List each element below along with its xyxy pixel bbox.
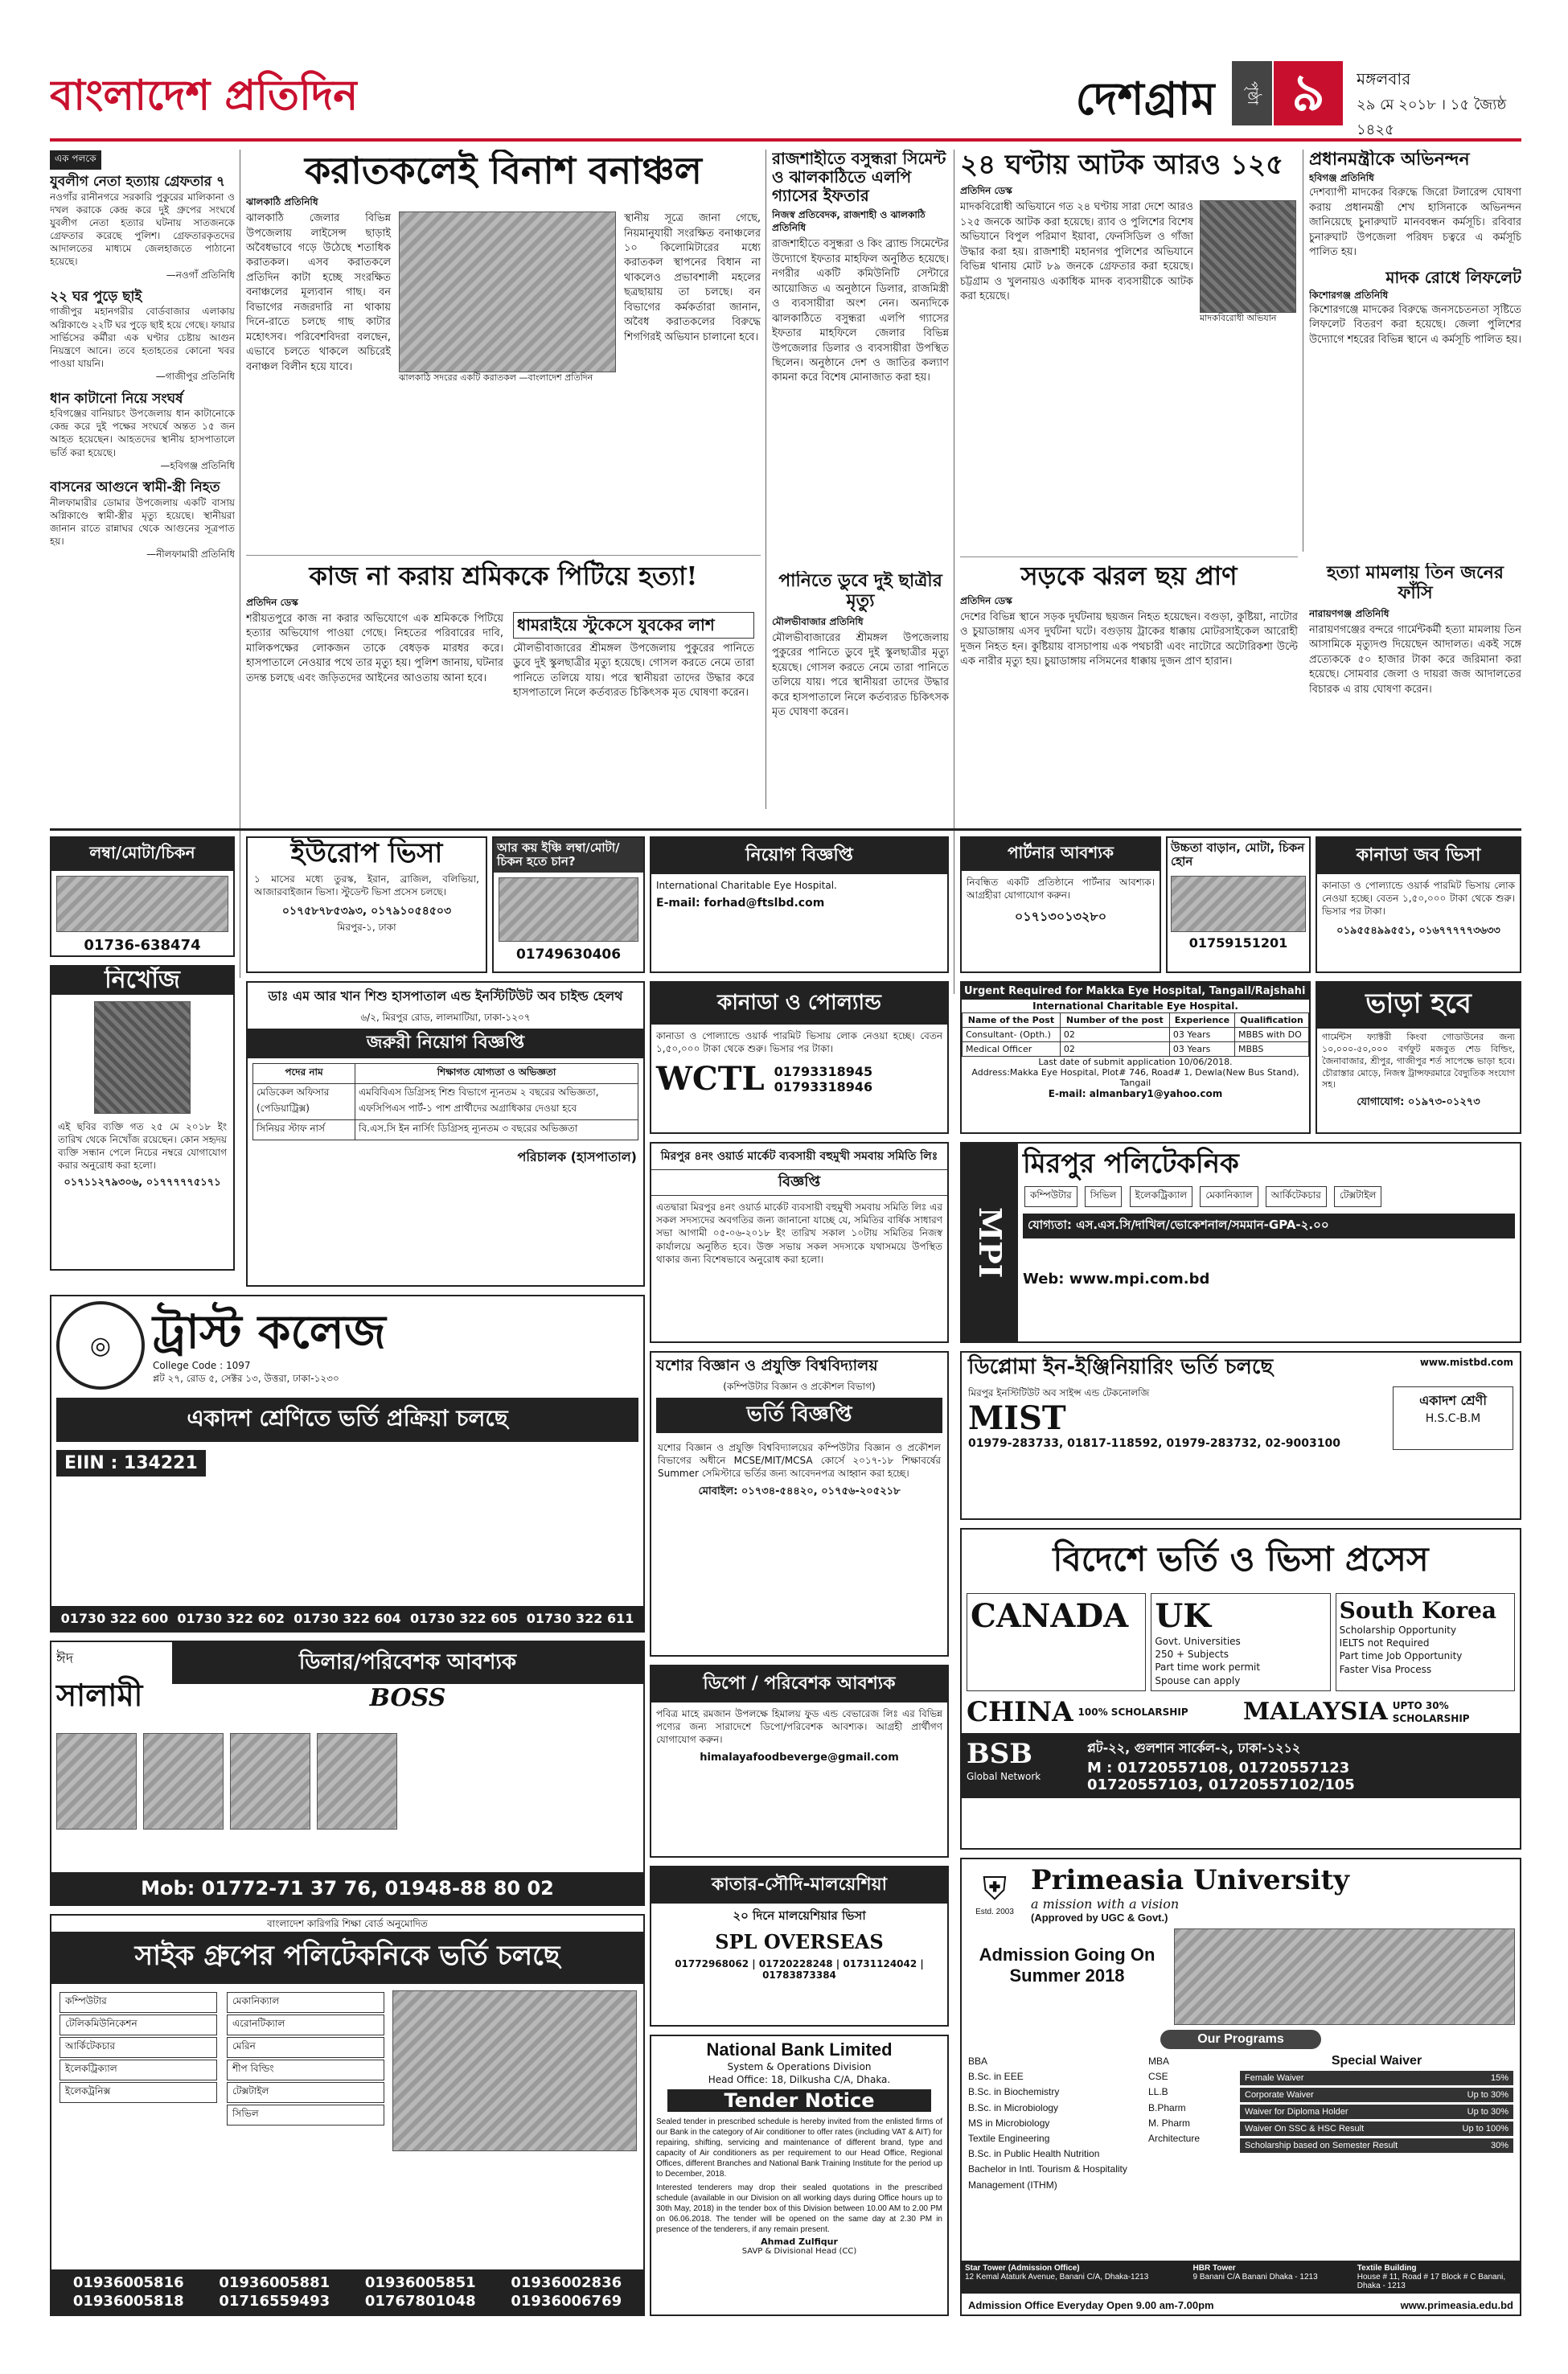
- brief-item: ২২ ঘর পুড়ে ছাই গাজীপুর মহানগরীর বোর্ডবাজার এলাকায় অগ্নিকাণ্ডে ২২টি ঘর পুড়ে ছাই হয়ে গেছে। ফায়ার সার্ভিসের কর্মীরা এক ঘণ্টার চেষ্টায় আগুন নিয়ন্ত্রণে আনে। তবে হতাহতের কোনো খবর পাওয়া যায়নি। —গাজীপুর প্রতিনিধি: [50, 288, 235, 383]
- iftar-byline: নিজস্ব প্রতিবেদক, রাজশাহী ও ঝালকাঠি প্রতিনিধি: [772, 209, 926, 234]
- arrests-headline: ২৪ ঘণ্টায় আটক আরও ১২৫: [960, 150, 1284, 181]
- ad-job-notice: নিয়োগ বিজ্ঞপ্তি International Charitable Eye Hospital. E-mail: forhad@ftslbd.com: [650, 836, 949, 973]
- leaflet-body: কিশোরগঞ্জে মাদকের বিরুদ্ধে জনসচেতনতা সৃষ্টিতে লিফলেট বিতরণ করা হয়েছে। জেলা পুলিশের উদ্যোগে শহরের বিভিন্ন স্থানে এ কর্মসূচি পালিত হয়।: [1309, 303, 1521, 346]
- road-headline: সড়কে ঝরল ছয় প্রাণ: [1020, 561, 1238, 591]
- brief-item: যুবলীগ নেতা হত্যায় গ্রেফতার ৭ নওগাঁর রানীনগরে সরকারি পুকুরের মালিকানা ও দখল করাকে কেন্দ্র করে দুই গ্রুপের সংঘর্ষে যুবলীগ নেতা হত্যার ঘটনায় সাতজনকে গ্রেফতার করেছে পুলিশ। গ্রেফতারকৃতদের আদালতের মাধ্যমে জেলহাজতে পাঠানো হয়েছে। —নওগাঁ প্রতিনিধি: [50, 174, 235, 281]
- ad-primeasia: ⛨ Estd. 2003 Primeasia University a mission with a vision (Approved by UGC & Govt.) Admission Going On Summer 2018 Our Programs BBA B.Sc. in EEE B.Sc. in Biochemistry B.Sc. in Microbiology MS in Microbiology Textile Engineering B.Sc. in Public Health Nutrition Bachelor in Intl. Tourism & Hospitality Management (ITHM) MBA CSE LL.B B.Pharm M. Pharm Architecture Special Waiver Female Waiver 15% Corporate Waiver Up to 30% Waiver for Diploma Holder Up to 30% Waiver On SSC & HSC Result Up to 100% Scholarship based on Semester Result 30% Star Tower (Admission Office) 12 Kemal Ataturk Avenue, Banani C/A, Dhaka-1213 HBR Tower 9 Banani C/A Banani Dhaka - 1213 Textile Building House # 11, Road # 17 Block # C Banani, Dhaka - 1213 Admission Office Everyday Open 9.00 am-7.00pm www.primeasia.edu.bd: [960, 1858, 1521, 2316]
- lead-byline: ঝালকাঠি প্রতিনিধি: [246, 195, 318, 207]
- workers-body: শরীয়তপুরে কাজ না করার অভিযোগে এক শ্রমিককে পিটিয়ে হত্যার অভিযোগ পাওয়া গেছে। নিহতের পরিবারের দাবি, মালিকপক্ষের লোকজন তাকে বেধড়ক মারধর করে। হাসপাতালে নেওয়ার পথে তার মৃত্যু হয়। পুলিশ জানায়, ঘটনার তদন্ত চলছে এবং জড়িতদের আইনের আওতায় আনা হবে।: [246, 612, 503, 684]
- ad-tall: আর কয় ইঞ্চি লম্বা/মোটা/চিকন হতে চান? 01749630406: [492, 836, 645, 973]
- primeasia-web[interactable]: www.primeasia.edu.bd: [1400, 2299, 1513, 2311]
- section-title: দেশগ্রাম: [1075, 73, 1216, 121]
- hanging-headline: হত্যা মামলায় তিন জনের ফাঁসি: [1326, 563, 1504, 604]
- workers-byline: প্রতিদিন ডেস্ক: [246, 596, 298, 608]
- drown-headline: পানিতে ডুবে দুই ছাত্রীর মৃত্যু: [778, 571, 942, 612]
- page-number: ৯: [1274, 61, 1343, 125]
- briefs-kicker: এক পলকে: [50, 150, 101, 170]
- workers-story: [246, 555, 761, 812]
- nutrition-phone: 01736-638474: [84, 937, 201, 954]
- table-row: Consultant- (Opth.) 02 03 Years MBBS with DO: [963, 1028, 1309, 1042]
- road-story: সড়কে ঝরল ছয় প্রাণ প্রতিদিন ডেস্ক দেশের বিভিন্ন স্থানে সড়ক দুর্ঘটনায় ছয়জন নিহত হয়েছেন। বগুড়া, কুষ্টিয়া, নাটোর ও চুয়াডাঙ্গায় এসব দুর্ঘটনা ঘটে। বগুড়ায় ট্রাকের ধাক্কায় মোটরসাইকেল আরোহী দুজন নিহত হন। কুষ্টিয়ায় বাসচাপায় এক পথচারী এবং নাটোরে অটোরিকশা উল্টে এক নারীর মৃত্যু হয়। চুয়াডাঙ্গায় নসিমনের ধাক্কায় দুজন প্রাণ হারান।: [960, 557, 1298, 822]
- ad-missing-person: নিখোঁজ এই ছবির ব্যক্তি গত ২৫ মে ২০১৮ ইং তারিখ থেকে নিখোঁজ রয়েছেন। কোন সহৃদয় ব্যক্তি সন্ধান পেলে নিচের নম্বরে যোগাযোগ করার অনুরোধ করা হলো। ০১৭১১২৭৯৩০৬, ০১৭৭৭৭৭৫১৭১: [50, 965, 235, 1271]
- arrests-photo: [1200, 200, 1296, 313]
- masthead-rule: [50, 138, 1521, 142]
- ad-mirpur-polytechnic: MPI মিরপুর পলিটেকনিক কম্পিউটার সিভিল ইলেকট্রিক্যাল মেকানিক্যাল আর্কিটেকচার টেক্সটাইল যোগ্যতা: এস.এস.সি/দাখিল/ভোকেশনাল/সমমান-GPA-২.০০ Web: www.mpi.com.bd: [960, 1142, 1521, 1343]
- briefs-column: [50, 150, 235, 954]
- workers-sub-head: ধামরাইয়ে স্টুকেসে যুবকের লাশ: [513, 612, 754, 639]
- drown-story: [772, 571, 949, 812]
- ad-trust-college: ◎ ট্রাস্ট কলেজ College Code : 1097 প্লট ২৭, রোড ৫, সেক্টর ১৩, উত্তরা, ঢাকা-১২৩০ একাদশ শ্রেণিতে ভর্তি প্রক্রিয়া চলছে EIIN : 134221 01730 322 600 01730 322 602 01730 322 604 01730 322 605 01730 322 611: [50, 1295, 645, 1633]
- iftar-story: [772, 150, 949, 568]
- iftar-body: রাজশাহীতে বসুন্ধরা ও কিং ব্র্যান্ড সিমেন্টের উদ্যোগে ইফতার মাহফিল অনুষ্ঠিত হয়েছে। নগরীর একটি কমিউনিটি সেন্টারে আয়োজিত এ অনুষ্ঠানে ডিলার, রাজমিস্ত্রী ও ব্যবসায়ীরা অংশ নেন। অন্যদিকে ঝালকাঠিতে বসুন্ধরা এলপি গ্যাসের ইফতার মাহফিলে জেলার বিভিন্ন উপজেলার ডিলার ও ব্যবসায়ীরা উপস্থিত ছিলেন। অনুষ্ঠানে দেশ ও জাতির কল্যাণ কামনা করে বিশেষ মোনাজাত করা হয়।: [772, 238, 949, 384]
- ad-canada-poland: কানাডা ও পোল্যান্ড কানাডা ও পোল্যান্ডে ওয়ার্ক পারমিট ভিসায় লোক নেওয়া হচ্ছে। বেতন ১,৫০,০০০ টাকা থেকে শুরু। ভিসার পর টাকা। WCTL 01793318945 01793318946: [650, 981, 949, 1134]
- table-row: সিনিয়র স্টাফ নার্স বি.এস.সি ইন নার্সিং ডিগ্রিসহ ন্যূনতম ৩ বছরের অভিজ্ঞতা: [253, 1120, 638, 1140]
- drown-byline: মৌলভীবাজার প্রতিনিধি: [772, 615, 864, 627]
- page-word: পৃষ্ঠা: [1232, 61, 1272, 125]
- ad-mirpur-coop: মিরপুর ৪নং ওয়ার্ড মার্কেট ব্যবসায়ী বহুমুখী সমবায় সমিতি লিঃ বিজ্ঞপ্তি এতদ্বারা মিরপুর ৪নং ওয়ার্ড মার্কেট ব্যবসায়ী বহুমুখী সমবায় সমিতি লিঃ এর সকল সদস্যদের অবগতির জন্য জানানো যাচ্ছে যে, সমিতির বার্ষিক সাধারণ সভা আগামী ০৫-০৬-২০১৮ ইং তারিখ সকাল ১০টায় সমিতির নিজস্ব কার্যালয়ে অনুষ্ঠিত হবে। উক্ত সভায় সকল সদস্যকে যথাসময়ে উপস্থিত থাকার জন্য বিশেষভাবে অনুরোধ করা হলো।: [650, 1142, 949, 1343]
- lead-body-2: স্থানীয় সূত্রে জানা গেছে, নিয়মানুযায়ী সংরক্ষিত বনাঞ্চলের ১০ কিলোমিটারের মধ্যে করাতকল স্থাপনের বিধান না থাকলেও প্রভাবশালী মহলের ছত্রছায়ায় তা চলছে। বন বিভাগের কর্মকর্তারা জানান, অবৈধ করাতকলের বিরুদ্ধে শিগগিরই অভিযান চালানো হবে।: [624, 212, 761, 343]
- ad-rent: ভাড়া হবে গার্মেন্টস ফ্যাক্টরী কিংবা গোডাউনের জন্য ১০,০০০-৫০,০০০ বর্গফুট মজবুত শেড বিল্ডিং, জৈনাবাজার, শ্রীপুর, গাজীপুর শর্ত সাপেক্ষে ভাড়া হবে। চৌরাস্তার মোড়ে, নিজস্ব ট্রান্সফরমারে বৈদ্যুতিক সংযোগ সহ। যোগাযোগ: ০১৯৭৩-০১২৭৩: [1316, 981, 1521, 1134]
- university-crest-icon: ⛨: [983, 1871, 1007, 1907]
- pm-body: দেশব্যাপী মাদকের বিরুদ্ধে জিরো টলারেন্স ঘোষণা করায় প্রধানমন্ত্রী শেখ হাসিনাকে অভিনন্দন জানিয়েছে চুনারুঘাট মানববন্ধন কর্মসূচি। রবিবার চুনারুঘাট উপজেলা পরিষদ চত্বরে এ কর্মসূচি পালিত হয়।: [1309, 187, 1521, 259]
- brief-item: বাসনের আগুনে স্বামী-স্ত্রী নিহত নীলফামারীর ডোমার উপজেলায় একটি বাসায় অগ্নিকাণ্ডে স্বামী-স্ত্রীর মৃত্যু হয়েছে। স্থানীয়রা জানান রাতে রান্নাঘর থেকে আগুনের সূত্রপাত হয়। —নীলফামারী প্রতিনিধি: [50, 479, 235, 561]
- lead-photo: [399, 212, 616, 372]
- day: মঙ্গলবার: [1357, 69, 1411, 88]
- road-body: দেশের বিভিন্ন স্থানে সড়ক দুর্ঘটনায় ছয়জন নিহত হয়েছেন। বগুড়া, কুষ্টিয়া, নাটোর ও চুয়াডাঙ্গায় এসব দুর্ঘটনা ঘটে। বগুড়ায় ট্রাকের ধাক্কায় মোটরসাইকেল আরোহী দুজন নিহত হন। কুষ্টিয়ায় বাসচাপায় এক পথচারী এবং নাটোরে অটোরিকশা উল্টে এক নারীর মৃত্যু হয়। চুয়াডাঙ্গায় নসিমনের ধাক্কায় দুজন প্রাণ হারান।: [960, 610, 1298, 668]
- lead-caption: ঝালকাঠি সদরের একটি করাতকল —বাংলাদেশ প্রতিদিন: [399, 372, 593, 384]
- workers-headline: কাজ না করায় শ্রমিককে পিটিয়ে হত্যা!: [309, 561, 698, 591]
- brief-item: ধান কাটানো নিয়ে সংঘর্ষ হবিগঞ্জের বানিয়াচং উপজেলায় ধান কাটানোকে কেন্দ্র করে দুই পক্ষের সংঘর্ষে অন্তত ১৫ জন আহত হয়েছেন। আহতদের স্থানীয় হাসপাতালে ভর্তি করা হয়েছে। —হবিগঞ্জ প্রতিনিধি: [50, 390, 235, 471]
- ad-saic-polytechnic: বাংলাদেশ কারিগরি শিক্ষা বোর্ড অনুমোদিত সাইক গ্রুপের পলিটেকনিকে ভর্তি চলছে কম্পিউটার টেলিকমিউনিকেশন আর্কিটেকচার ইলেকট্রিক্যাল ইলেকট্রনিক্স মেকানিক্যাল এরোনটিক্যাল মেরিন শীপ বিল্ডিং টেক্সটাইল সিভিল 01936005816 01936005881 01936005851 01936002836 01936005818 01716559493 01767801048 01936006769: [50, 1914, 645, 2316]
- ad-boss-dealer: ঈদ সালামী ডিলার/পরিবেশক আবশ্যক BOSS Mob: 01772-71 37 76, 01948-88 80 02: [50, 1641, 645, 1906]
- trust-college-logo-icon: ◎: [56, 1301, 145, 1390]
- arrests-story: ২৪ ঘণ্টায় আটক আরও ১২৫ প্রতিদিন ডেস্ক মাদকবিরোধী অভিযানে গত ২৪ ঘণ্টায় সারা দেশে আরও ১২৫ জনকে আটক করা হয়েছে। র‌্যাব ও পুলিশের বিশেষ অভিযানে বিপুল পরিমাণ ইয়াবা, ফেনসিডিল ও গাঁজা উদ্ধার করা হয়। রাজশাহী মহানগর পুলিশের অভিযানে বিভিন্ন থানায় মোট ৮৯ জনকে গ্রেফতার করা হয়েছে। চট্টগ্রাম ও খুলনায়ও একাধিক মাদক ব্যবসায়ীকে আটক করা হয়েছে। মাদকবিরোধী অভিযান: [960, 150, 1298, 552]
- ad-canada-job: কানাডা জব ভিসা কানাডা ও পোল্যান্ডে ওয়ার্ক পারমিট ভিসায় লোক নেওয়া হচ্ছে। বেতন ১,৫০,০০০ টাকা থেকে শুরু। ভিসার পর টাকা। ০১৯৫৫৪৯৯৫৫১, ০১৬৭৭৭৭৭৩৬৩৩: [1316, 836, 1521, 973]
- makka-table: Name of the Post Number of the post Experience Qualification Consultant- (Opth.) 02 03 Years MBBS with DO Medical Officer 02 03 Years MBBS: [962, 1012, 1309, 1057]
- arrests-body: মাদকবিরোধী অভিযানে গত ২৪ ঘণ্টায় সারা দেশে আরও ১২৫ জনকে আটক করা হয়েছে। র‌্যাব ও পুলিশের বিশেষ অভিযানে বিপুল পরিমাণ ইয়াবা, ফেনসিডিল ও গাঁজা উদ্ধার করা হয়। রাজশাহী মহানগর পুলিশের অভিযানে বিভিন্ন থানায় মোট ৮৯ জনকে গ্রেফতার করা হয়েছে। চট্টগ্রাম ও খুলনায়ও একাধিক মাদক ব্যবসায়ীকে আটক করা হয়েছে।: [960, 201, 1193, 302]
- primeasia-photo: [1174, 1928, 1515, 2025]
- ad-qatar: কাতার-সৌদি-মালয়েশিয়া ২০ দিনে মালয়েশিয়ার ভিসা SPL OVERSEAS 01772968062 | 01720228248 | 01731124042 | 01783873384: [650, 1866, 949, 2027]
- ad-depot: ডিপো / পরিবেশক আবশ্যক পবিত্র মাহে রমজান উপলক্ষে হিমালয় ফুড এন্ড বেভারেজ লিঃ এর বিভিন্ন পণ্যের জন্য সারাদেশে ডিপো/পরিবেশক আবশ্যক। আগ্রহী প্রার্থীগণ যোগাযোগ করুন। himalayafoodbeverge@gmail.com: [650, 1665, 949, 1858]
- table-row: Medical Officer 02 03 Years MBBS: [963, 1042, 1309, 1057]
- ad-hospital: ডাঃ এম আর খান শিশু হাসপাতাল এন্ড ইনস্টিটিউট অব চাইল্ড হেলথ ৬/২, মিরপুর রোড, লালমাটিয়া, ঢাকা-১২০৭ জরুরী নিয়োগ বিজ্ঞপ্তি পদের নাম শিক্ষাগত যোগ্যতা ও অভিজ্ঞতা মেডিকেল অফিসার (পেডিয়াট্রিক্স) এমবিবিএস ডিগ্রিসহ শিশু বিভাগে ন্যূনতম ২ বছরের অভিজ্ঞতা, এফসিপিএস পার্ট-১ পাশ প্রার্থীদের অগ্রাধিকার দেওয়া হবে সিনিয়র স্টাফ নার্স বি.এস.সি ইন নার্সিং ডিগ্রিসহ ন্যূনতম ৩ বছরের অভিজ্ঞতা পরিচালক (হাসপাতাল): [246, 981, 645, 1287]
- ad-nutrition: লম্বা/মোটা/চিকন 01736-638474: [50, 836, 235, 957]
- drown-body: মৌলভীবাজারের শ্রীমঙ্গল উপজেলায় পুকুরের পানিতে ডুবে দুই স্কুলছাত্রীর মৃত্যু হয়েছে। গোসল করতে নেমে তারা পানিতে তলিয়ে যায়। পরে স্থানীয়রা তাদের উদ্ধার করে হাসপাতালে নিলে কর্তব্যরত চিকিৎসক মৃত ঘোষণা করেন।: [772, 631, 949, 719]
- leaflet-headline: মাদক রোধে লিফলেট: [1385, 267, 1521, 287]
- lead-body: ঝালকাঠি জেলার বিভিন্ন উপজেলায় লাইসেন্স ছাড়াই অবৈধভাবে গড়ে উঠেছে শতাধিক করাতকল। এসব করাতকলে প্রতিদিন কাটা হচ্ছে সংরক্ষিত বনাঞ্চলের মূল্যবান গাছ। বন বিভাগের নজরদারি না থাকায় দিনে-রাতে চলছে গাছ কাটার মহোৎসব। পরিবেশবিদরা বলছেন, এভাবে চলতে থাকলে অচিরেই বনাঞ্চল বিলীন হয়ে যাবে।: [246, 212, 391, 373]
- missing-photo: [94, 1001, 191, 1114]
- hanging-story: হত্যা মামলায় তিন জনের ফাঁসি নারায়ণগঞ্জ প্রতিনিধি নারায়ণগঞ্জের বন্দরে গার্মেন্টকর্মী হত্যা মামলায় তিন আসামিকে মৃত্যুদণ্ড দিয়েছেন আদালত। একই সঙ্গে প্রত্যেককে ৫০ হাজার টাকা করে জরিমানা করা হয়েছে। সোমবার জেলা ও দায়রা জজ আদালতের বিচারক এ রায় ঘোষণা করেন।: [1309, 563, 1521, 820]
- ads-rule: [50, 828, 1521, 831]
- paper-logo: বাংলাদেশ প্রতিদিন: [50, 71, 359, 120]
- table-row: মেডিকেল অফিসার (পেডিয়াট্রিক্স) এমবিবিএস ডিগ্রিসহ শিশু বিভাগে ন্যূনতম ২ বছরের অভিজ্ঞতা, এফসিপিএস পার্ট-১ পাশ প্রার্থীদের অগ্রাধিকার দেওয়া হবে: [253, 1084, 638, 1120]
- ad-partner: পার্টনার আবশ্যক নিবন্ধিত একটি প্রতিষ্ঠানে পার্টনার আবশ্যক। আগ্রহীরা যোগাযোগ করুন। ০১৭১৩০১৩২৮০: [960, 836, 1161, 973]
- hanging-body: নারায়ণগঞ্জের বন্দরে গার্মেন্টকর্মী হত্যা মামলায় তিন আসামিকে মৃত্যুদণ্ড দিয়েছেন আদালত। একই সঙ্গে প্রত্যেককে ৫০ হাজার টাকা করে জরিমানা করা হয়েছে। সোমবার জেলা ও দায়রা জজ আদালতের বিচারক এ রায় ঘোষণা করেন।: [1309, 623, 1521, 696]
- ad-makka-eye: Urgent Required for Makka Eye Hospital, Tangail/Rajshahi International Charitable Eye Hospital. Name of the Post Number of the post Experience Qualification Consultant- (Opth.) 02 03 Years MBBS with DO Medical Officer 02 03 Years MBBS Last date of submit application 10/06/2018. Address:Makka Eye Hospital, Plot# 746, Road# 1, Dewla(New Bus Stand), Tangail E-mail: almanbary1@yahoo.com: [960, 981, 1311, 1134]
- iftar-headline: রাজশাহীতে বসুন্ধরা সিমেন্ট ও ঝালকাঠিতে এলপি গ্যাসের ইফতার: [772, 150, 946, 205]
- lead-story: [246, 150, 761, 552]
- date: ২৯ মে ২০১৮ । ১৫ জ্যৈষ্ঠ ১৪২৫: [1357, 97, 1507, 137]
- ad-national-bank: National Bank Limited System & Operations Division Head Office: 18, Dilkusha C/A, Dhaka. Tender Notice Sealed tender in prescribed schedule is hereby invited from the enlisted firms of our Bank in the category of Air conditioner to offer rates (including VAT & AIT) for repairing, shifting, servicing and maintenance of different brand, type and capacity of Air conditioners as per requirement to our Head Office, Regional Offices, different Branches and National Bank Training Institute for the period up to December, 2018. Interested tenderers may drop their sealed quotations in the prescribed schedule (available in our Division on all working days during Office hours up to 30th May, 2018) in the tender box of this Division between 10.00 AM to 2.00 PM on 06.06.2018. The tender will be opened on the same day at 2.30 PM in presence of the tenderers, if any remain present. Ahmad Zulfiqur SAVP & Divisional Head (CC): [650, 2035, 949, 2316]
- ad-jessore-university: যশোর বিজ্ঞান ও প্রযুক্তি বিশ্ববিদ্যালয় (কম্পিউটার বিজ্ঞান ও প্রকৌশল বিভাগ) ভর্তি বিজ্ঞপ্তি যশোর বিজ্ঞান ও প্রযুক্তি বিশ্ববিদ্যালয়ের কম্পিউটার বিজ্ঞান ও প্রকৌশল বিভাগের অধীনে MCSE/MIT/MCSA কোর্সে ২০১৭-১৮ শিক্ষাবর্ষের Summer সেমিস্টারে ভর্তির জন্য আবেদনপত্র আহ্বান করা হচ্ছে। মোবাইল: ০১৭৩৪-৫৪৪২০, ০১৭৫৬-২০৫২১৮: [650, 1351, 949, 1657]
- pm-headline: প্রধানমন্ত্রীকে অভিনন্দন: [1309, 150, 1470, 170]
- ad-europe-visa: ইউরোপ ভিসা ১ মাসের মধ্যে তুরস্ক, ইরান, ব্রাজিল, বলিভিয়া, আজারবাইজান ভিসা। স্টুডেন্ট ভিসা প্রসেস চলছে। ০১৭৫৮৭৮৫৩৯৩, ০১৭৯১০৫৪৫০৩ মিরপুর-১, ঢাকা: [246, 836, 487, 973]
- mpi-logo: MPI: [962, 1144, 1018, 1341]
- pm-story: প্রধানমন্ত্রীকে অভিনন্দন হবিগঞ্জ প্রতিনিধি দেশব্যাপী মাদকের বিরুদ্ধে জিরো টলারেন্স ঘোষণা করায় প্রধানমন্ত্রী শেখ হাসিনাকে অভিনন্দন জানিয়েছে চুনারুঘাট মানববন্ধন কর্মসূচি। রবিবার চুনারুঘাট উপজেলা পরিষদ চত্বরে এ কর্মসূচি পালিত হয়। মাদক রোধে লিফলেট কিশোরগঞ্জ প্রতিনিধি কিশোরগঞ্জে মাদকের বিরুদ্ধে জনসচেতনতা সৃষ্টিতে লিফলেট বিতরণ করা হয়েছে। জেলা পুলিশের উদ্যোগে শহরের বিভিন্ন স্থানে এ কর্মসূচি পালিত হয়।: [1309, 150, 1521, 552]
- mpi-web[interactable]: Web: www.mpi.com.bd: [1023, 1271, 1210, 1288]
- workers-body-2: মৌলভীবাজারের শ্রীমঙ্গল উপজেলায় পুকুরের পানিতে ডুবে দুই স্কুলছাত্রীর মৃত্যু হয়েছে। গোসল করতে নেমে তারা পানিতে তলিয়ে যায়। পরে স্থানীয়রা তাদের উদ্ধার করে হাসপাতালে নিলে কর্তব্যরত চিকিৎসক মৃত ঘোষণা করেন।: [513, 642, 754, 700]
- ad-indian: উচ্চতা বাড়ান, মোটা, চিকন হোন 01759151201: [1166, 836, 1311, 973]
- hospital-table: পদের নাম শিক্ষাগত যোগ্যতা ও অভিজ্ঞতা মেডিকেল অফিসার (পেডিয়াট্রিক্স) এমবিবিএস ডিগ্রিসহ শিশু বিভাগে ন্যূনতম ২ বছরের অভিজ্ঞতা, এফসিপিএস পার্ট-১ পাশ প্রার্থীদের অগ্রাধিকার দেওয়া হবে সিনিয়র স্টাফ নার্স বি.এস.সি ইন নার্সিং ডিগ্রিসহ ন্যূনতম ৩ বছরের অভিজ্ঞতা: [252, 1063, 638, 1140]
- arrests-byline: প্রতিদিন ডেস্ক: [960, 185, 1012, 197]
- masthead: [50, 56, 1521, 137]
- ad-mist: ডিপ্লোমা ইন-ইঞ্জিনিয়ারিং ভর্তি চলছে www.mistbd.com মিরপুর ইনস্টিটিউট অব সাইন্স এন্ড টেকনোলজি MIST 01979-283733, 01817-118592, 01979-283732, 02-9003100 একাদশ শ্রেণী H.S.C-B.M: [960, 1351, 1521, 1520]
- ad-study-abroad: বিদেশে ভর্তি ও ভিসা প্রসেস CANADA UK Govt. Universities 250 + Subjects Part time work permit Spouse can apply South Korea Scholarship Opportunity IELTS not Required Part time Job Opportunity Faster Visa Process CHINA 100% SCHOLARSHIP MALAYSIA UPTO 30% SCHOLARSHIP BSB Global Network প্লট-২২, গুলশান সার্কেল-২, ঢাকা-১২১২ M : 01720557108, 01720557123 01720557103, 01720557102/105: [960, 1528, 1521, 1850]
- lead-headline: করাতকলেই বিনাশ বনাঞ্চল: [305, 150, 702, 192]
